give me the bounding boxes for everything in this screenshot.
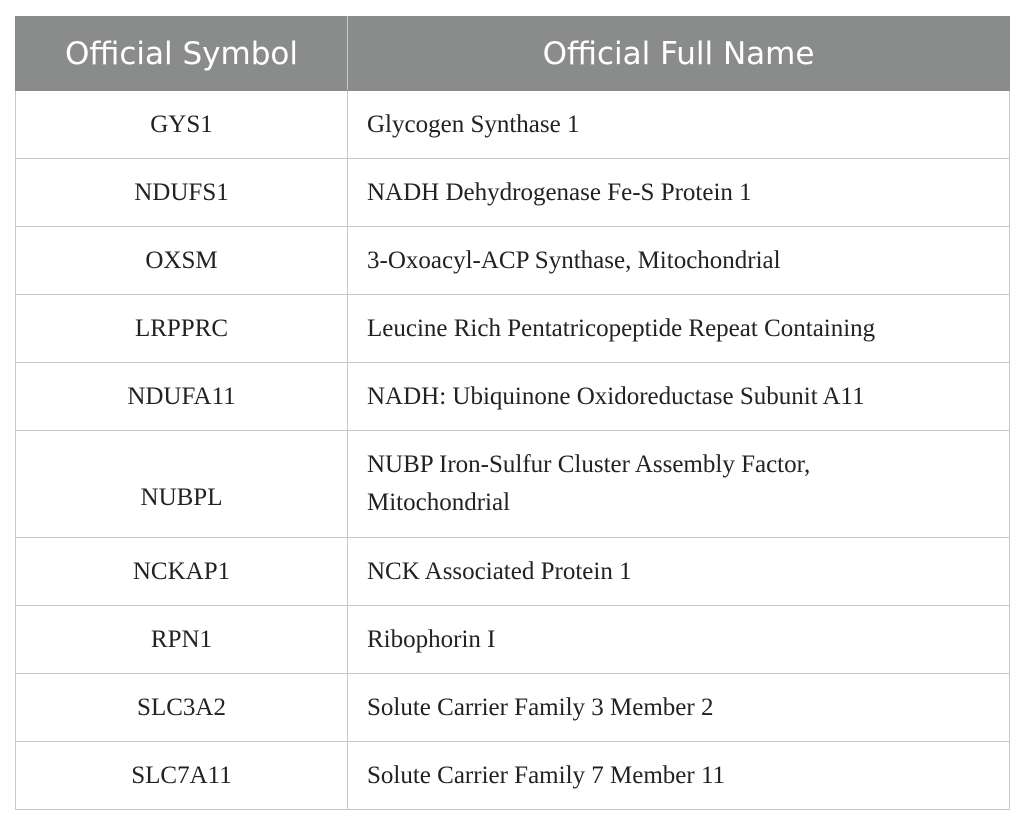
symbol-cell: OXSM bbox=[16, 227, 348, 295]
full-name-cell: Glycogen Synthase 1 bbox=[348, 91, 1010, 159]
table-row bbox=[16, 91, 1010, 159]
full-name-cell: Solute Carrier Family 7 Member 11 bbox=[348, 742, 1010, 810]
symbol-cell: SLC3A2 bbox=[16, 674, 348, 742]
full-name-cell: NUBP Iron-Sulfur Cluster Assembly Factor, Mitochondrial bbox=[348, 431, 1010, 538]
symbol-cell: NDUFS1 bbox=[16, 159, 348, 227]
full-name-cell: Leucine Rich Pentatricopeptide Repeat Containing bbox=[348, 295, 1010, 363]
table-row bbox=[16, 606, 1010, 674]
header-row bbox=[16, 17, 1010, 91]
symbol-cell: GYS1 bbox=[16, 91, 348, 159]
full-name-cell: 3-Oxoacyl-ACP Synthase, Mitochondrial bbox=[348, 227, 1010, 295]
symbol-cell: NCKAP1 bbox=[16, 538, 348, 606]
full-name-cell: Ribophorin I bbox=[348, 606, 1010, 674]
full-name-cell: Solute Carrier Family 3 Member 2 bbox=[348, 674, 1010, 742]
table-row bbox=[16, 674, 1010, 742]
table-row bbox=[16, 538, 1010, 606]
table-row bbox=[16, 227, 1010, 295]
table-row bbox=[16, 363, 1010, 431]
table-row bbox=[16, 159, 1010, 227]
symbol-cell: NUBPL bbox=[16, 431, 348, 538]
table-row bbox=[16, 431, 1010, 538]
table-row bbox=[16, 742, 1010, 810]
symbol-cell: SLC7A11 bbox=[16, 742, 348, 810]
symbol-cell: NDUFA11 bbox=[16, 363, 348, 431]
full-name-cell: NADH Dehydrogenase Fe-S Protein 1 bbox=[348, 159, 1010, 227]
symbol-cell: RPN1 bbox=[16, 606, 348, 674]
symbol-cell: LRPPRC bbox=[16, 295, 348, 363]
full-name-cell: NCK Associated Protein 1 bbox=[348, 538, 1010, 606]
header-official-full-name: Official Full Name bbox=[348, 17, 1010, 91]
gene-table bbox=[15, 16, 1010, 810]
header-official-symbol: Official Symbol bbox=[16, 17, 348, 91]
table-row bbox=[16, 295, 1010, 363]
full-name-cell: NADH: Ubiquinone Oxidoreductase Subunit A11 bbox=[348, 363, 1010, 431]
